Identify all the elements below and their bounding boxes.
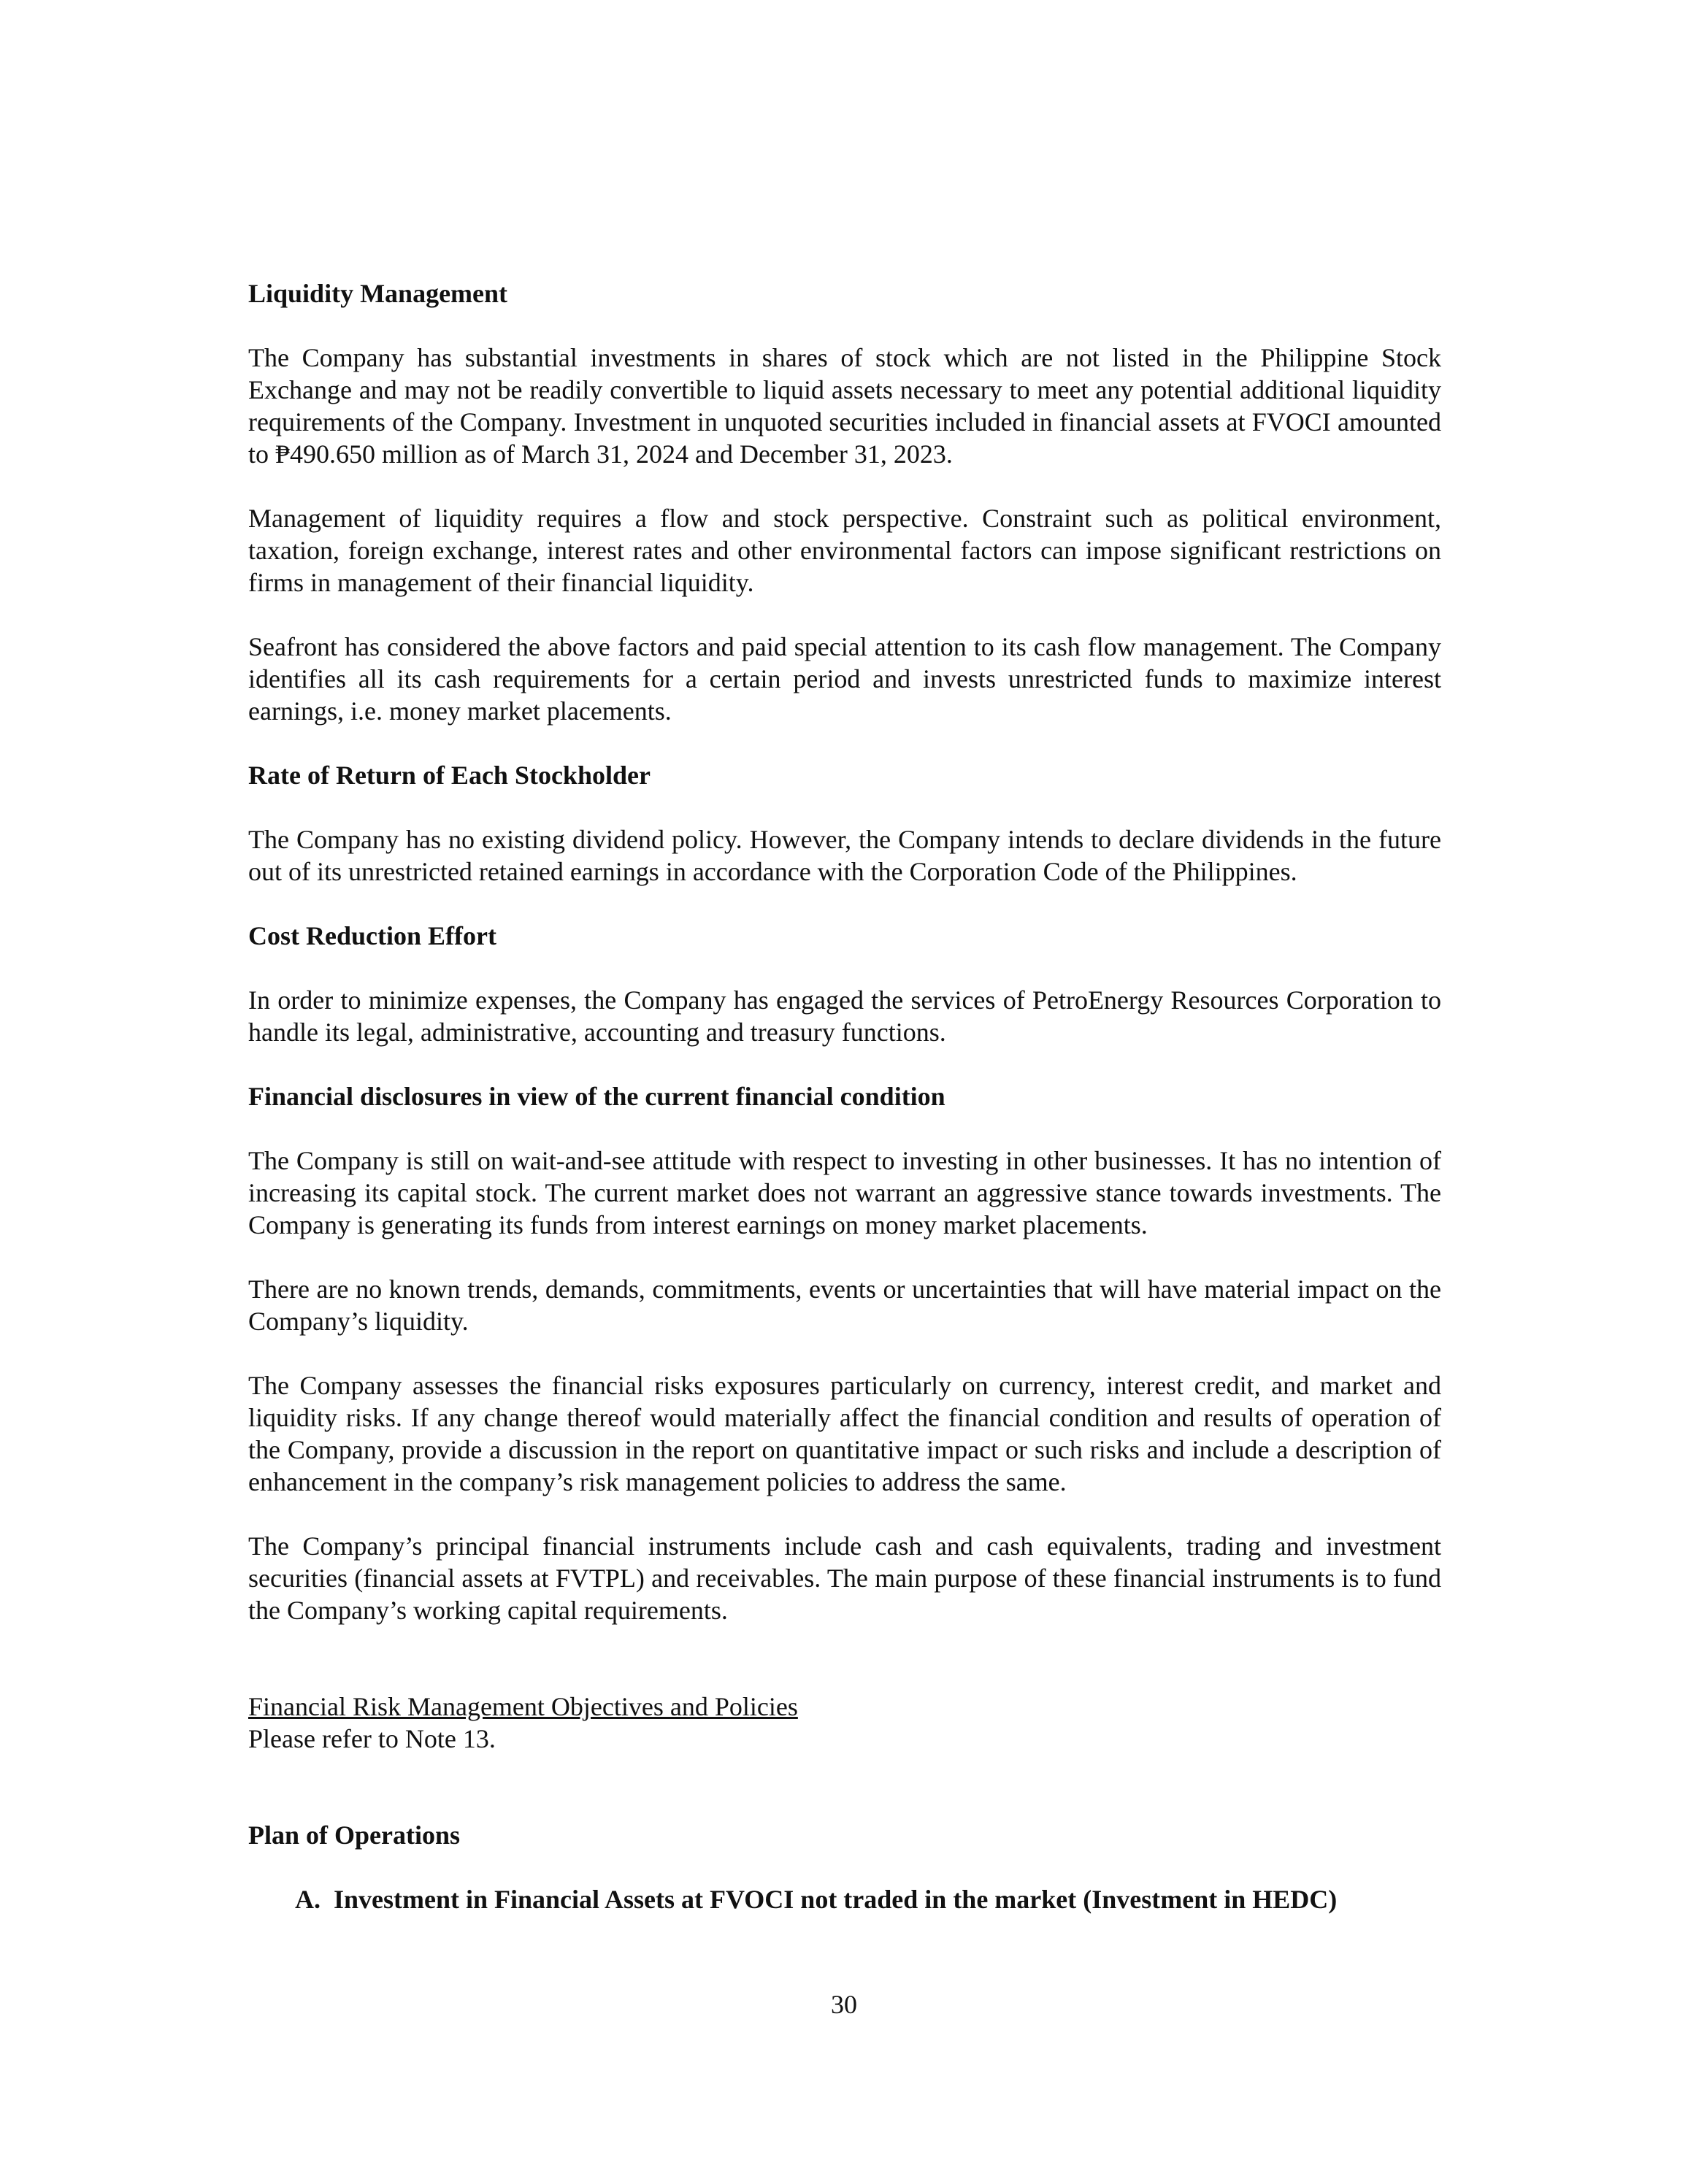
rate-of-return-paragraph: The Company has no existing dividend policy. However, the Company intends to declare dividends in the future out of its unrestricted retained earnings in accordance with the Corporation Code of the Philippines. [248, 825, 1441, 886]
cost-reduction-heading: Cost Reduction Effort [248, 921, 496, 950]
financial-disclosures-paragraph-3: The Company assesses the financial risks exposures particularly on currency, interest credit, and market and liquidity risks. If any change thereof would materially affect the financial condition and results of operation of the Company, provide a discussion in the report on quantitative impact or such risks and include a description of enhancement in the company’s risk management policies to address the same. [248, 1371, 1441, 1496]
risk-management-title: Financial Risk Management Objectives and Policies [248, 1692, 798, 1721]
financial-disclosures-paragraph-4: The Company’s principal financial instruments include cash and cash equivalents, trading and investment securities (financial assets at FVTPL) and receivables. The main purpose of these financial instruments is to fund the Company’s working capital requirements. [248, 1531, 1441, 1625]
plan-item-marker: A. [295, 1885, 321, 1914]
rate-of-return-heading: Rate of Return of Each Stockholder [248, 761, 651, 790]
plan-item-a [295, 1883, 1441, 1915]
cost-reduction-paragraph: In order to minimize expenses, the Company has engaged the services of PetroEnergy Resources Corporation to handle its legal, administrative, accounting and treasury functions. [248, 985, 1441, 1047]
liquidity-paragraph-3: Seafront has considered the above factors and paid special attention to its cash flow management. The Company identifies all its cash requirements for a certain period and invests unrestricted funds to maximize interest earnings, i.e. money market placements. [248, 632, 1441, 726]
financial-disclosures-paragraph-1: The Company is still on wait-and-see attitude with respect to investing in other businesses. It has no intention of increasing its capital stock. The current market does not warrant an aggressive stance towards investments. The Company is generating its funds from interest earnings on money market placements. [248, 1146, 1441, 1239]
risk-management-reference [248, 1691, 1441, 1755]
liquidity-paragraph-1: The Company has substantial investments in shares of stock which are not listed in the Philippine Stock Exchange and may not be readily convertible to liquid assets necessary to meet any potential additional liquidity requirements of the Company. Investment in unquoted securities included in financial assets at FVOCI amounted to ₱490.650 million as of March 31, 2024 and December 31, 2023. [248, 343, 1441, 469]
liquidity-paragraph-2: Management of liquidity requires a flow and stock perspective. Constraint such as political environment, taxation, foreign exchange, interest rates and other environmental factors can impose significant restrictions on firms in management of their financial liquidity. [248, 504, 1441, 597]
liquidity-management-heading: Liquidity Management [248, 279, 508, 308]
plan-of-operations-heading: Plan of Operations [248, 1820, 461, 1850]
page-number: 30 [831, 1990, 857, 2019]
risk-management-note: Please refer to Note 13. [248, 1724, 496, 1753]
document-page [248, 277, 1441, 1915]
financial-disclosures-paragraph-2: There are no known trends, demands, commitments, events or uncertainties that will have material impact on the Company’s liquidity. [248, 1274, 1441, 1336]
plan-item-text: Investment in Financial Assets at FVOCI not traded in the market (Investment in HEDC) [334, 1885, 1338, 1914]
financial-disclosures-heading: Financial disclosures in view of the current financial condition [248, 1082, 945, 1111]
